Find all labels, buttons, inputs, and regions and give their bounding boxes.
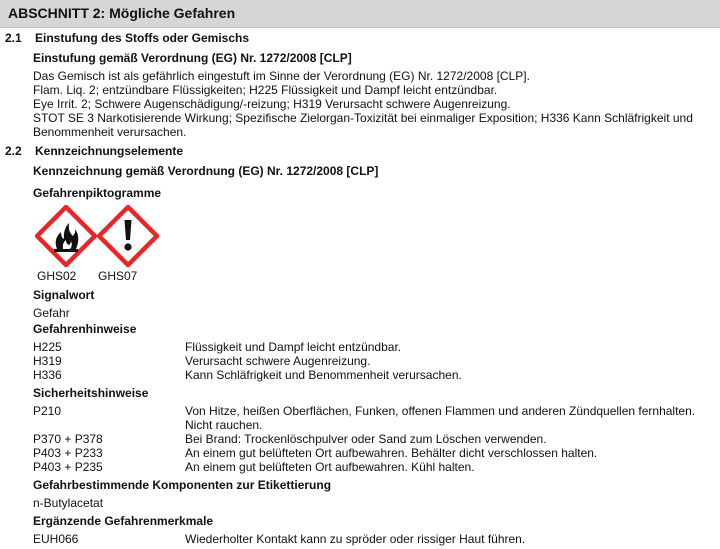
euh-text: Wiederholter Kontakt kann zu spröder oder rissiger Haut führen. xyxy=(185,532,526,546)
component-name: n-Butylacetat xyxy=(33,496,104,510)
classification-line: Eye Irrit. 2; Schwere Augenschädigung/-reizung; H319 Verursacht schwere Augenreizung. xyxy=(33,97,511,111)
precaution-text: An einem gut belüfteten Ort aufbewahren. Kühl halten. xyxy=(185,460,475,474)
classification-subtitle: Einstufung gemäß Verordnung (EG) Nr. 1272/2008 [CLP] xyxy=(33,51,352,65)
hazard-code: H336 xyxy=(33,368,62,382)
precaution-text-continued: Nicht rauchen. xyxy=(185,418,263,432)
hazard-statements-title: Gefahrenhinweise xyxy=(33,322,137,336)
section-number-2-1: 2.1 xyxy=(5,31,22,45)
pictograms-title: Gefahrenpiktogramme xyxy=(33,186,162,200)
section-number-2-2: 2.2 xyxy=(5,144,22,158)
hazard-text: Verursacht schwere Augenreizung. xyxy=(185,354,371,368)
precautionary-statements-title: Sicherheitshinweise xyxy=(33,386,149,400)
precaution-text: Bei Brand: Trockenlöschpulver oder Sand zum Löschen verwenden. xyxy=(185,432,547,446)
precaution-code: P403 + P233 xyxy=(33,446,103,460)
precaution-code: P403 + P235 xyxy=(33,460,103,474)
precaution-code: P210 xyxy=(33,404,62,418)
classification-line: Das Gemisch ist als gefährlich eingestuft im Sinne der Verordnung (EG) Nr. 1272/2008 [CLP]. xyxy=(33,69,530,83)
exclamation-icon xyxy=(97,205,159,267)
section-title: ABSCHNITT 2: Mögliche Gefahren xyxy=(8,5,236,21)
section-header xyxy=(0,0,720,28)
euh-code: EUH066 xyxy=(33,532,79,546)
classification-line: Flam. Liq. 2; entzündbare Flüssigkeiten; H225 Flüssigkeit und Dampf leicht entzündbar. xyxy=(33,83,498,97)
precaution-text: An einem gut belüfteten Ort aufbewahren. Behälter dicht verschlossen halten. xyxy=(185,446,598,460)
section-title-2-1: Einstufung des Stoffs oder Gemischs xyxy=(35,31,250,45)
labelling-subtitle: Kennzeichnung gemäß Verordnung (EG) Nr. 1272/2008 [CLP] xyxy=(33,164,379,178)
precaution-text: Von Hitze, heißen Oberflächen, Funken, offenen Flammen und anderen Zündquellen fernhalten. xyxy=(185,404,696,418)
components-title: Gefahrbestimmende Komponenten zur Etikettierung xyxy=(33,478,332,492)
pictogram-code-ghs07: GHS07 xyxy=(98,269,138,283)
pictogram-code-ghs02: GHS02 xyxy=(37,269,77,283)
hazard-code: H225 xyxy=(33,340,62,354)
precaution-code: P370 + P378 xyxy=(33,432,103,446)
section-title-2-2: Kennzeichnungselemente xyxy=(35,144,184,158)
classification-line: Benommenheit verursachen. xyxy=(33,125,187,139)
hazard-code: H319 xyxy=(33,354,62,368)
additional-hazards-title: Ergänzende Gefahrenmerkmale xyxy=(33,514,214,528)
hazard-text: Kann Schläfrigkeit und Benommenheit verursachen. xyxy=(185,368,462,382)
signal-word: Gefahr xyxy=(33,306,70,320)
flame-icon xyxy=(35,205,97,267)
signal-word-title: Signalwort xyxy=(33,288,95,302)
hazard-text: Flüssigkeit und Dampf leicht entzündbar. xyxy=(185,340,402,354)
classification-line: STOT SE 3 Narkotisierende Wirkung; Spezifische Zielorgan-Toxizität bei einmaliger Exposition; H336 Kann Schläfrigkeit und xyxy=(33,111,693,125)
